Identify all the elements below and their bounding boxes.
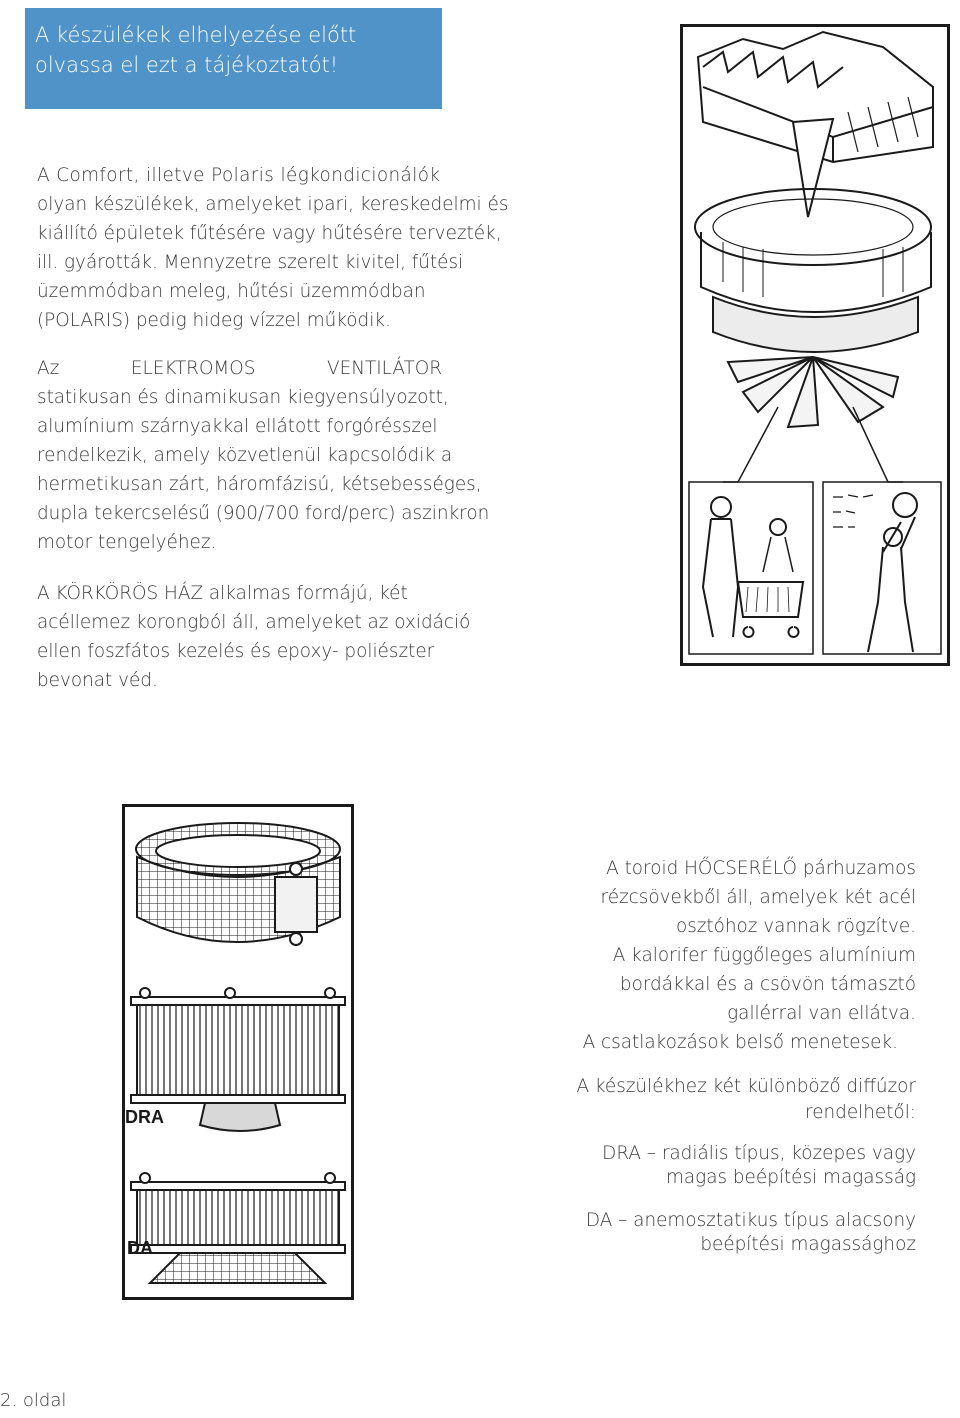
intro-line: A Comfort, illetve Polaris légkondicionálók [37, 165, 441, 186]
housing-line: ellen foszfátos kezelés és epoxy- poliészter [37, 641, 435, 662]
exchanger-line: osztóhoz vannak rögzítve. [675, 916, 916, 937]
ventilator-line: alumínium szárnyakkal ellátott forgórésszel [37, 416, 438, 437]
intro-line: üzemmódban meleg, hűtési üzemmódban [37, 281, 426, 302]
exchanger-line: gallérral van ellátva. [727, 1003, 916, 1024]
da-cone [150, 1253, 325, 1283]
dra-fin-body [137, 1005, 339, 1095]
diffusers-intro-line: A készülékhez két különböző diffúzor [576, 1076, 916, 1097]
ventilator-line: hermetikusan zárt, háromfázisú, kétsebességes, [37, 474, 482, 495]
fan-blades [728, 357, 898, 427]
coil-connector [290, 933, 302, 945]
dra-bolt [140, 988, 150, 998]
housing-line: A KÖRKÖRÖS HÁZ alkalmas formájú, két [37, 583, 408, 604]
exchanger-line: A toroid HŐCSERÉLŐ párhuzamos [606, 858, 916, 879]
dra-description-line: DRA – radiális típus, közepes vagy [602, 1143, 916, 1164]
da-label: DA [127, 1238, 153, 1258]
da-description-line: beépítési magassághoz [700, 1234, 916, 1255]
ventilator-line: rendelkezik, amely közvetlenül kapcsolódik a [37, 445, 453, 466]
coil-connector [290, 863, 302, 875]
da-top-plate [131, 1182, 345, 1190]
dra-bolt [225, 988, 235, 998]
intro-line: olyan készülékek, amelyeket ipari, kereskedelmi és [37, 194, 509, 215]
coil-diffuser-drawing [125, 807, 351, 1297]
dra-bolt [325, 988, 335, 998]
da-description [586, 1209, 916, 1257]
shopper-body [703, 519, 738, 637]
da-fin-body [137, 1190, 339, 1245]
banner-line-2: olvassa el ezt a tájékoztatót! [35, 53, 339, 77]
ventilator-word: Az [37, 358, 60, 379]
diffusers-intro [576, 1074, 916, 1126]
dra-description-line: magas beépítési magasság [665, 1167, 916, 1188]
ventilator-line: statikusan és dinamikusan kiegyensúlyozott, [37, 387, 449, 408]
exchanger-line: A csatlakozások belső menetesek. [582, 1032, 898, 1053]
dra-bottom-plate [131, 1095, 345, 1103]
da-description-line: DA – anemosztatikus típus alacsony [585, 1210, 916, 1231]
da-bolt [140, 1173, 150, 1183]
dra-top-plate [131, 997, 345, 1005]
ventilator-first-line [37, 354, 442, 383]
exchanger-line: A kalorifer függőleges alumínium [612, 945, 916, 966]
shopper-head [711, 497, 731, 517]
ventilator-line: dupla tekercselésű (900/700 ford/perc) aszinkron [37, 503, 490, 524]
unit-application-illustration [680, 24, 950, 666]
exchanger-line: rézcsövekből áll, amelyek két acél [600, 887, 916, 908]
coil-connection-block [275, 877, 317, 932]
fan-top-disk-inner [713, 199, 913, 255]
fan-grille-lines [723, 242, 903, 297]
player-body [868, 517, 915, 652]
second-shopper-head [770, 519, 786, 535]
second-shopper-body [763, 537, 793, 572]
page-number: 2. oldal [0, 1390, 67, 1411]
exchanger-paragraph [583, 854, 916, 1057]
diffusers-intro-line: rendelhetől: [805, 1102, 916, 1123]
housing-line: acéllemez korongból áll, amelyeket az oxidáció [37, 612, 471, 633]
dra-motor-hub [200, 1103, 280, 1131]
unit-application-drawing [683, 27, 947, 663]
coil-diffuser-illustration [122, 804, 354, 1300]
intro-line: ill. gyárották. Mennyzetre szerelt kivitel, fűtési [37, 252, 464, 273]
intro-line: kiállító épületek fűtésére vagy hűtésére tervezték, [37, 223, 502, 244]
ventilator-line: motor tengelyéhez. [37, 532, 217, 553]
fan-housing-wall [701, 232, 931, 312]
building-roof-sawtooth [703, 52, 843, 87]
housing-line: bevonat véd. [37, 670, 158, 691]
basketball [893, 493, 917, 517]
housing-paragraph [37, 579, 537, 695]
cart-grid [746, 587, 789, 612]
da-bolt [325, 1173, 335, 1183]
exchanger-line: bordákkal és a csövön támasztó [619, 974, 916, 995]
dra-label: DRA [125, 1107, 164, 1127]
crowd-marks [833, 495, 873, 527]
ventilator-word: ELEKTROMOS [130, 358, 256, 379]
scene-pointer-left [723, 407, 778, 482]
da-bottom-plate [131, 1245, 345, 1253]
title-banner [25, 8, 442, 109]
ventilator-paragraph [37, 354, 537, 557]
fan-coil-ring [713, 297, 918, 352]
pointer-wedge [793, 119, 833, 217]
dra-description [602, 1142, 916, 1190]
banner-line-1: A készülékek elhelyezése előtt [35, 23, 357, 47]
intro-line: (POLARIS) pedig hideg vízzel működik. [37, 310, 391, 331]
ventilator-word: VENTILÁTOR [327, 358, 442, 379]
building-windows [848, 97, 918, 152]
intro-paragraph [37, 161, 537, 335]
